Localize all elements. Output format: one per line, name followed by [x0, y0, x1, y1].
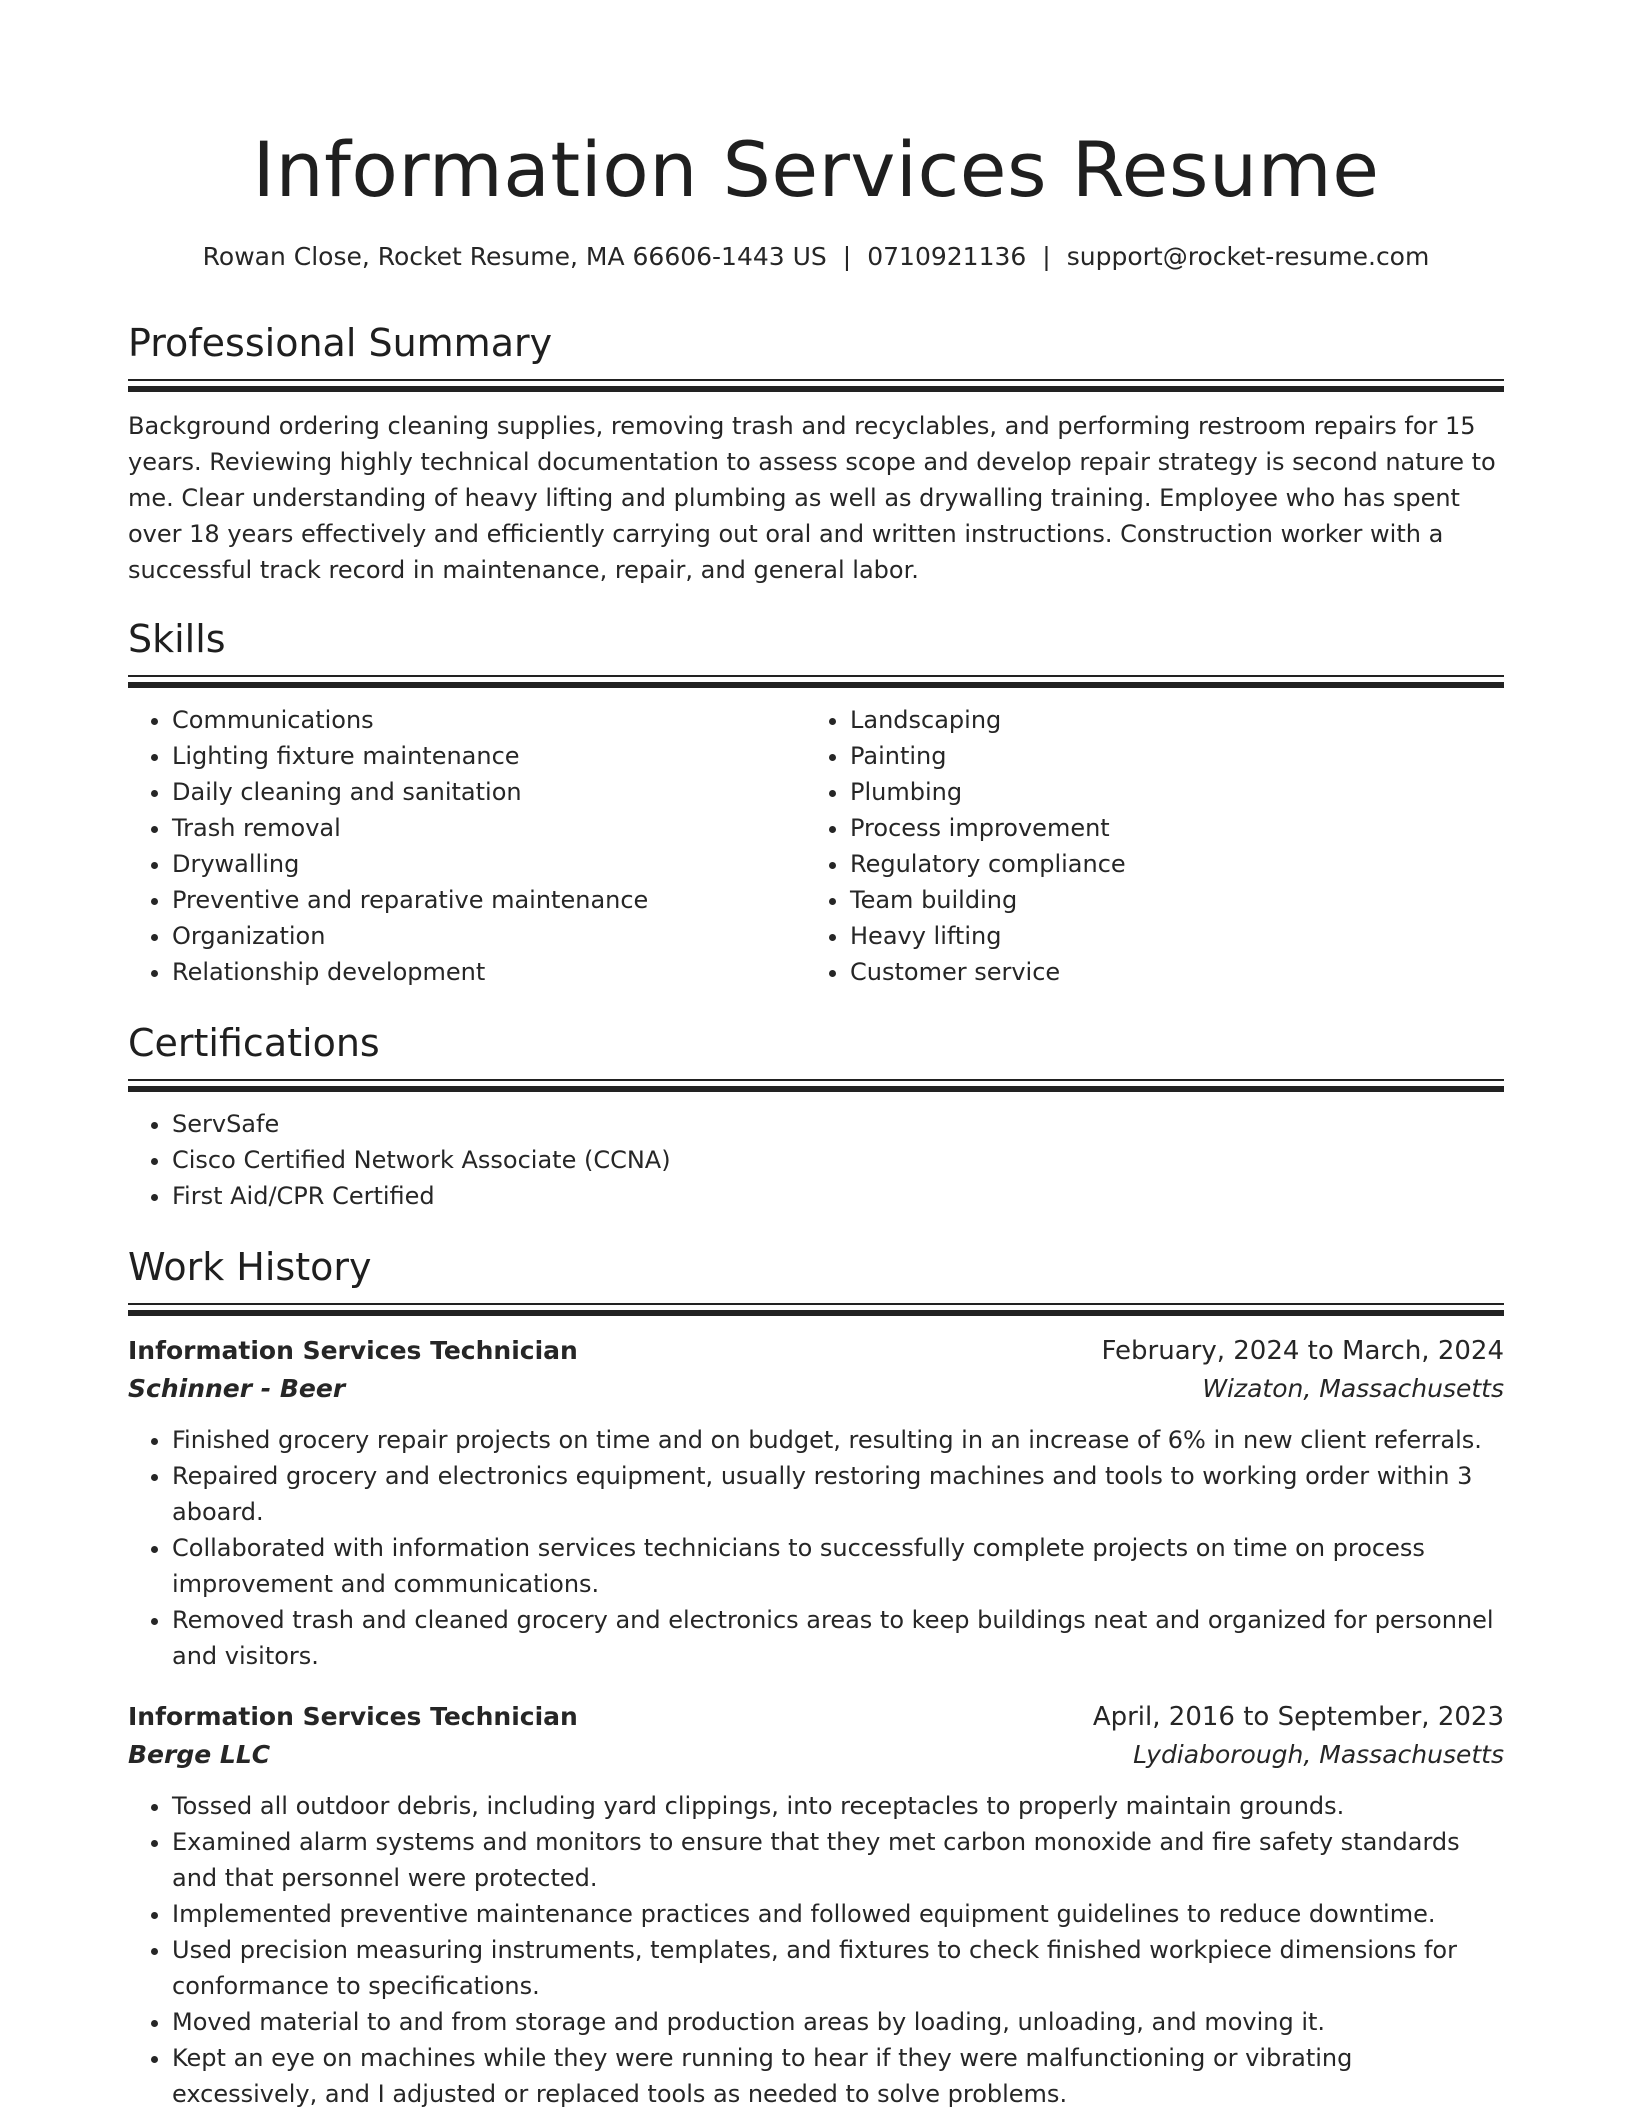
skills-heading: Skills	[128, 617, 226, 661]
skills-list-left	[128, 702, 806, 990]
job-title: Information Services Technician	[128, 1702, 578, 1731]
job-bullet: • Finished grocery repair projects on time and on budget, resulting in an increase of 6% in new client referrals.	[172, 1422, 1504, 1458]
skill-item: • Process improvement	[850, 810, 1484, 846]
skill-item: • Landscaping	[850, 702, 1484, 738]
contact-separator: |	[1042, 242, 1051, 271]
skill-item: • Relationship development	[172, 954, 806, 990]
certification-item: • ServSafe	[172, 1106, 1504, 1142]
skill-item: • Team building	[850, 882, 1484, 918]
job-bullet: • Moved material to and from storage and production areas by loading, unloading, and moving it.	[172, 2004, 1504, 2040]
skill-item: • Painting	[850, 738, 1484, 774]
job-company: Berge LLC	[128, 1740, 271, 1769]
section-rule-thick	[128, 386, 1504, 392]
job-bullet: • Kept an eye on machines while they were running to hear if they were malfunctioning or vibrating excessively, and I adjusted or replaced tools as needed to solve problems.	[172, 2040, 1504, 2112]
skill-item: • Drywalling	[172, 846, 806, 882]
skills-column-left	[128, 702, 806, 990]
job-company-row	[128, 1736, 1504, 1774]
job-bullet: • Collaborated with information services technicians to successfully complete projects on time on process improvement and communications.	[172, 1530, 1504, 1602]
summary-text: Background ordering cleaning supplies, removing trash and recyclables, and performing restroom repairs for 15 years. Reviewing highly technical documentation to assess scope and develop repair strategy is second nature to me. Clear understanding of heavy lifting and plumbing as well as drywalling training. Employee who has spent over 18 years effectively and efficiently carrying out oral and written instructions. Construction worker with a successful track record in maintenance, repair, and general labor.	[128, 412, 1496, 584]
skill-item: • Lighting fixture maintenance	[172, 738, 806, 774]
job-entry	[128, 1698, 1504, 2112]
section-rule	[128, 1079, 1504, 1081]
job-title: Information Services Technician	[128, 1336, 578, 1365]
certifications-section	[128, 1018, 1504, 1214]
job-location: Wizaton, Massachusetts	[1202, 1374, 1504, 1403]
certifications-heading: Certifications	[128, 1021, 380, 1065]
job-header-row	[128, 1698, 1504, 1736]
job-bullet: • Removed trash and cleaned grocery and electronics areas to keep buildings neat and organized for personnel and visitors.	[172, 1602, 1504, 1674]
job-bullet: • Examined alarm systems and monitors to ensure that they met carbon monoxide and fire safety standards and that personnel were protected.	[172, 1824, 1504, 1896]
section-rule	[128, 1303, 1504, 1305]
job-company: Schinner - Beer	[128, 1374, 346, 1403]
certifications-list	[128, 1106, 1504, 1214]
job-bullet: • Implemented preventive maintenance practices and followed equipment guidelines to reduce downtime.	[172, 1896, 1504, 1932]
skill-item: • Organization	[172, 918, 806, 954]
skill-item: • Customer service	[850, 954, 1484, 990]
job-dates: February, 2024 to March, 2024	[1101, 1336, 1504, 1366]
contact-email: support@rocket-resume.com	[1066, 242, 1430, 271]
work-history-heading: Work History	[128, 1245, 372, 1289]
job-entry	[128, 1332, 1504, 1674]
skill-item: • Daily cleaning and sanitation	[172, 774, 806, 810]
contact-address: Rowan Close, Rocket Resume, MA 66606-1443 US	[202, 242, 827, 271]
contact-separator: |	[842, 242, 852, 271]
section-rule	[128, 379, 1504, 381]
job-bullet: • Used precision measuring instruments, templates, and fixtures to check finished workpiece dimensions for conformance to specifications.	[172, 1932, 1504, 2004]
section-rule	[128, 675, 1504, 677]
certification-item: • First Aid/CPR Certified	[172, 1178, 1504, 1214]
contact-line	[128, 240, 1504, 274]
resume-page	[128, 0, 1504, 2108]
work-history-section	[128, 1242, 1504, 2112]
skill-item: • Heavy lifting	[850, 918, 1484, 954]
section-rule-thick	[128, 682, 1504, 688]
section-rule-thick	[128, 1310, 1504, 1316]
job-bullet: • Repaired grocery and electronics equipment, usually restoring machines and tools to working order within 3 aboard.	[172, 1458, 1504, 1530]
summary-heading: Professional Summary	[128, 321, 553, 365]
summary-section	[128, 318, 1504, 588]
skills-list-right	[806, 702, 1484, 990]
job-bullet-list	[128, 1788, 1504, 2112]
skill-item: • Plumbing	[850, 774, 1484, 810]
certification-item: • Cisco Certified Network Associate (CCNA)	[172, 1142, 1504, 1178]
section-rule-thick	[128, 1086, 1504, 1092]
job-header-row	[128, 1332, 1504, 1370]
skills-column-right	[806, 702, 1484, 990]
job-bullet-list	[128, 1422, 1504, 1674]
contact-phone: 0710921136	[867, 242, 1027, 271]
skill-item: • Trash removal	[172, 810, 806, 846]
skill-item: • Regulatory compliance	[850, 846, 1484, 882]
job-location: Lydiaborough, Massachusetts	[1133, 1740, 1504, 1769]
job-bullet: • Tossed all outdoor debris, including yard clippings, into receptacles to properly maintain grounds.	[172, 1788, 1504, 1824]
skills-columns	[128, 702, 1504, 990]
job-dates: April, 2016 to September, 2023	[1092, 1702, 1504, 1732]
document-title: Information Services Resume	[252, 125, 1380, 214]
skill-item: • Communications	[172, 702, 806, 738]
skill-item: • Preventive and reparative maintenance	[172, 882, 806, 918]
job-company-row	[128, 1370, 1504, 1408]
skills-section	[128, 614, 1504, 990]
